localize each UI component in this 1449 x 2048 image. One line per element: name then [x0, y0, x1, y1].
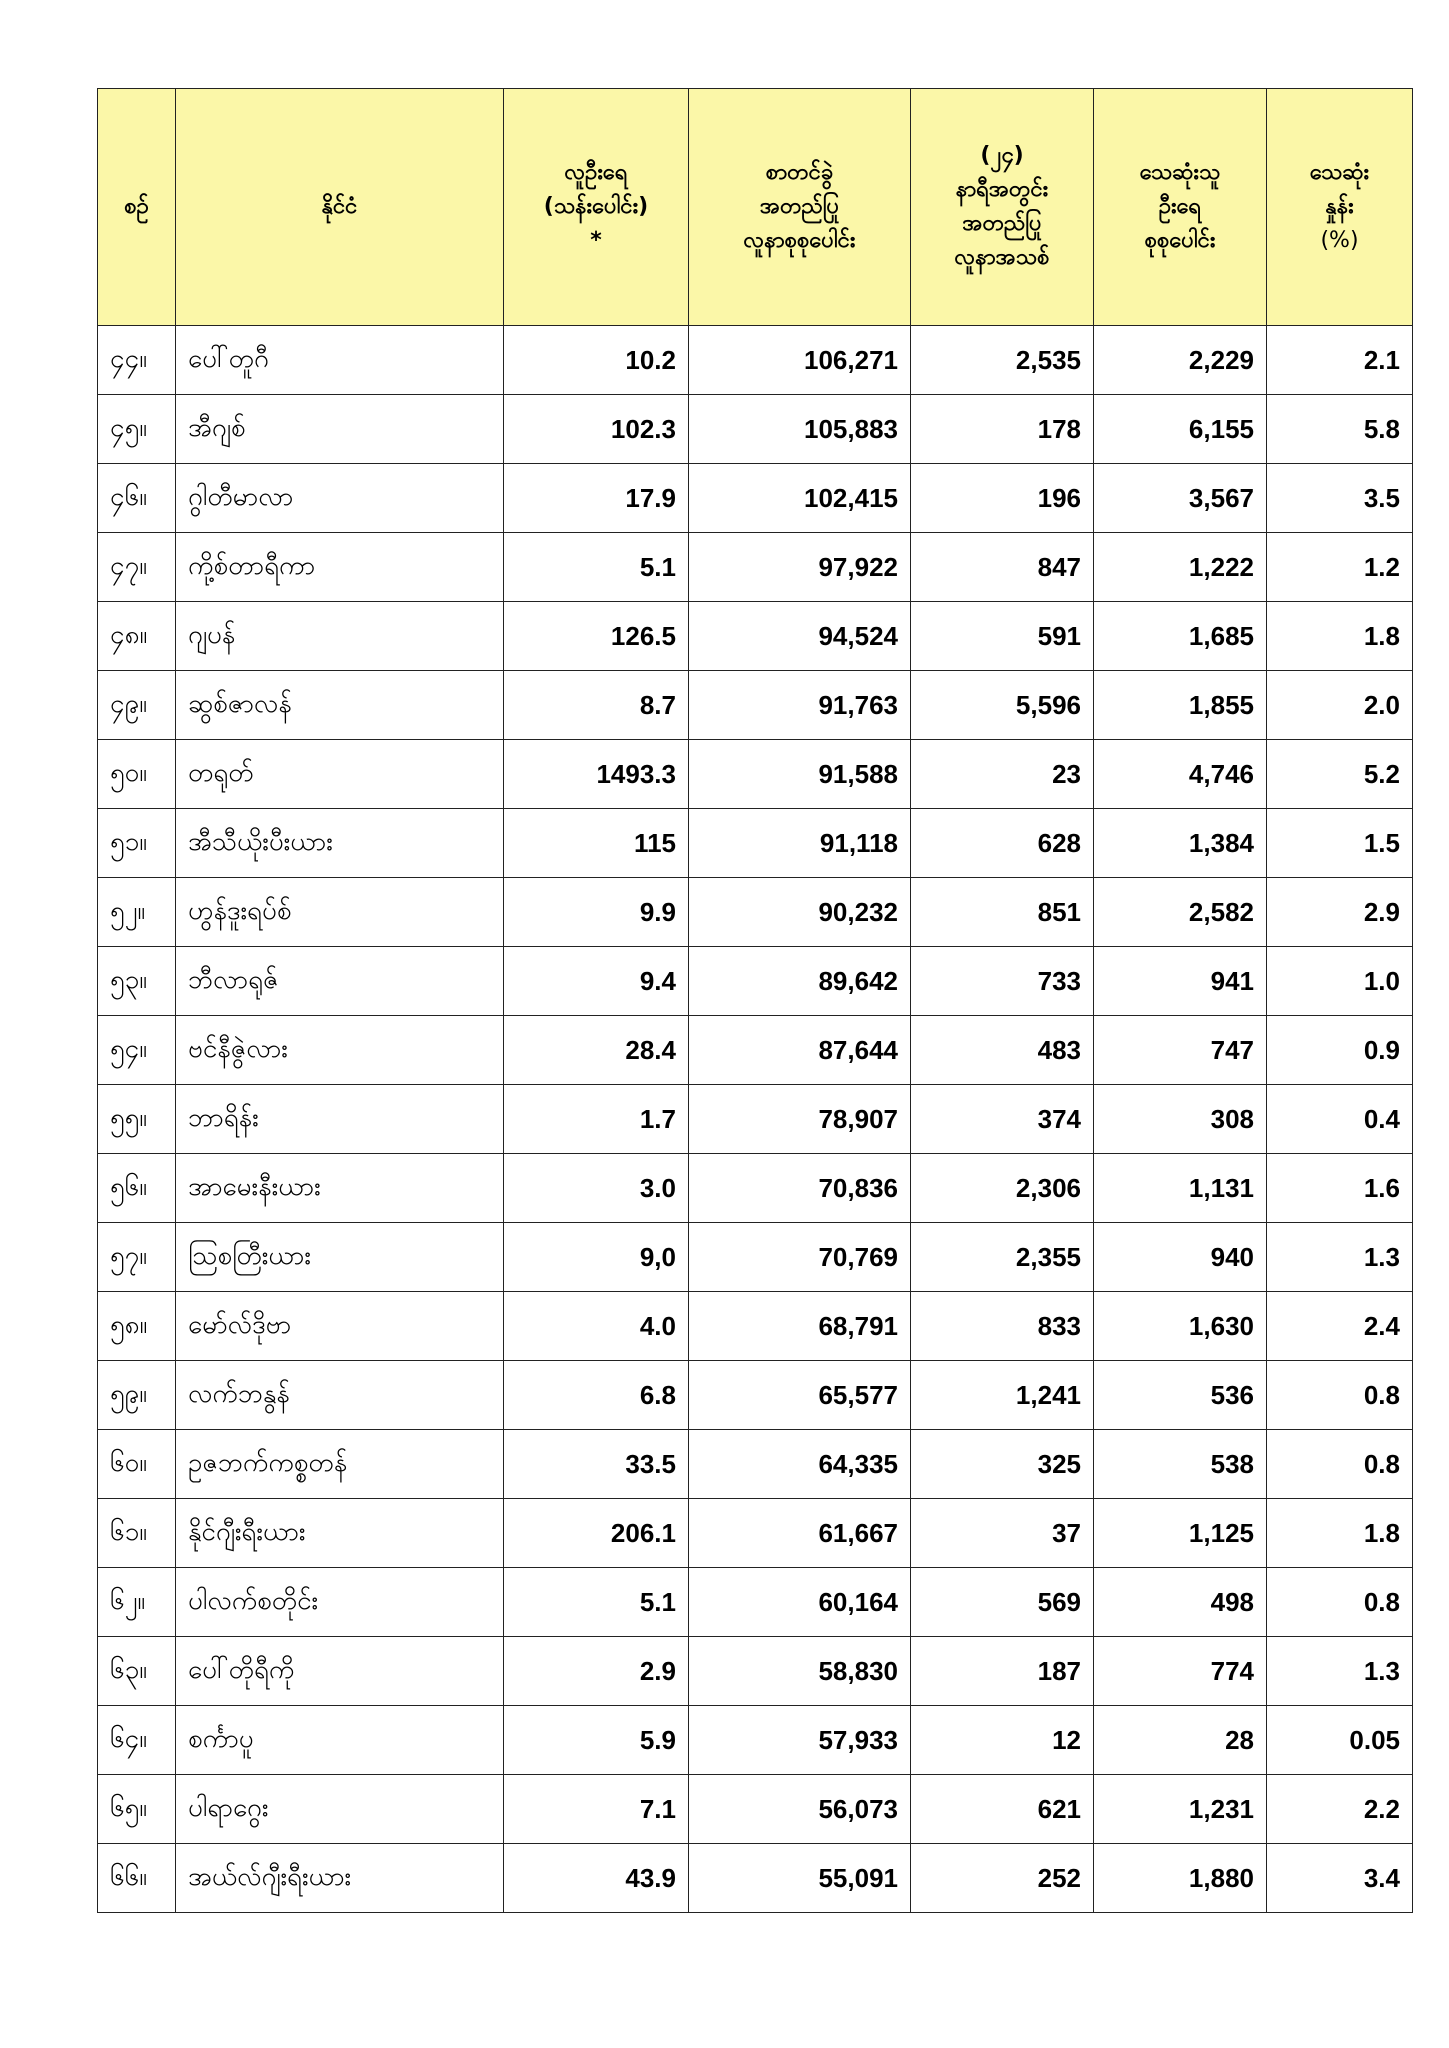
table-header [98, 89, 1413, 326]
total-cases-cell: 87,644 [689, 1016, 911, 1085]
total-deaths-cell: 538 [1094, 1430, 1267, 1499]
header-total-deaths [1094, 89, 1267, 326]
table-row [98, 533, 1413, 602]
row-number: ၆၅။ [98, 1775, 176, 1844]
country-name: ဟွန်ဒူးရပ်စ် [176, 878, 504, 947]
total-cases-cell: 65,577 [689, 1361, 911, 1430]
row-number: ၅၂။ [98, 878, 176, 947]
death-rate-cell: 1.5 [1267, 809, 1413, 878]
population-cell: 102.3 [504, 395, 689, 464]
population-cell: 1.7 [504, 1085, 689, 1154]
population-cell: 206.1 [504, 1499, 689, 1568]
total-cases-cell: 94,524 [689, 602, 911, 671]
header-line: အတည်ပြု [759, 194, 840, 219]
header-total-cases [689, 89, 911, 326]
death-rate-cell: 1.8 [1267, 602, 1413, 671]
header-line: နာရီအတွင်း [955, 177, 1049, 202]
total-cases-cell: 57,933 [689, 1706, 911, 1775]
population-cell: 33.5 [504, 1430, 689, 1499]
table-row [98, 947, 1413, 1016]
header-line: စုစုပေါင်း [1144, 228, 1216, 253]
death-rate-cell: 2.2 [1267, 1775, 1413, 1844]
total-cases-cell: 89,642 [689, 947, 911, 1016]
new-cases-cell: 851 [911, 878, 1094, 947]
table-row [98, 809, 1413, 878]
header-new-cases [911, 89, 1094, 326]
new-cases-cell: 2,535 [911, 326, 1094, 395]
row-number: ၄၇။ [98, 533, 176, 602]
country-name: စင်္ကာပူ [176, 1706, 504, 1775]
row-number: ၆၃။ [98, 1637, 176, 1706]
population-cell: 10.2 [504, 326, 689, 395]
total-deaths-cell: 2,229 [1094, 326, 1267, 395]
row-number: ၆၀။ [98, 1430, 176, 1499]
total-cases-cell: 97,922 [689, 533, 911, 602]
country-name: နိုင်ဂျီးရီးယား [176, 1499, 504, 1568]
death-rate-cell: 1.2 [1267, 533, 1413, 602]
table-row [98, 326, 1413, 395]
population-cell: 8.7 [504, 671, 689, 740]
total-cases-cell: 70,769 [689, 1223, 911, 1292]
table-row [98, 740, 1413, 809]
total-cases-cell: 78,907 [689, 1085, 911, 1154]
country-name: အီသီယိုးပီးယား [176, 809, 504, 878]
header-line: လူနာစုစုပေါင်း [743, 228, 856, 253]
population-cell: 1493.3 [504, 740, 689, 809]
new-cases-cell: 12 [911, 1706, 1094, 1775]
total-deaths-cell: 536 [1094, 1361, 1267, 1430]
population-cell: 3.0 [504, 1154, 689, 1223]
header-line: နှုန်း [1325, 194, 1354, 219]
population-cell: 43.9 [504, 1844, 689, 1913]
row-number: ၄၆။ [98, 464, 176, 533]
row-number: ၅၀။ [98, 740, 176, 809]
country-name: ဂျပန် [176, 602, 504, 671]
table-row [98, 1016, 1413, 1085]
country-name: ဥဇဘက်ကစ္စတန် [176, 1430, 504, 1499]
header-population [504, 89, 689, 326]
new-cases-cell: 2,355 [911, 1223, 1094, 1292]
table-row [98, 1499, 1413, 1568]
header-line: * [590, 228, 602, 253]
total-cases-cell: 64,335 [689, 1430, 911, 1499]
total-deaths-cell: 941 [1094, 947, 1267, 1016]
header-line: (သန်းပေါင်း) [543, 194, 649, 219]
total-cases-cell: 68,791 [689, 1292, 911, 1361]
population-cell: 5.1 [504, 1568, 689, 1637]
table-body [98, 326, 1413, 1913]
population-cell: 5.1 [504, 533, 689, 602]
table-row [98, 1844, 1413, 1913]
covid-statistics-table [97, 88, 1413, 1913]
header-line: စဉ် [124, 194, 149, 219]
total-cases-cell: 60,164 [689, 1568, 911, 1637]
total-deaths-cell: 1,384 [1094, 809, 1267, 878]
country-name: အယ်လ်ဂျီးရီးယား [176, 1844, 504, 1913]
new-cases-cell: 2,306 [911, 1154, 1094, 1223]
total-deaths-cell: 1,880 [1094, 1844, 1267, 1913]
total-cases-cell: 91,763 [689, 671, 911, 740]
population-cell: 4.0 [504, 1292, 689, 1361]
row-number: ၅၃။ [98, 947, 176, 1016]
new-cases-cell: 5,596 [911, 671, 1094, 740]
country-name: မော်လ်ဒိုဗာ [176, 1292, 504, 1361]
population-cell: 126.5 [504, 602, 689, 671]
death-rate-cell: 1.8 [1267, 1499, 1413, 1568]
new-cases-cell: 733 [911, 947, 1094, 1016]
row-number: ၆၄။ [98, 1706, 176, 1775]
table-row [98, 1568, 1413, 1637]
total-deaths-cell: 1,855 [1094, 671, 1267, 740]
total-deaths-cell: 308 [1094, 1085, 1267, 1154]
header-line: (၂၄) [980, 143, 1024, 168]
population-cell: 2.9 [504, 1637, 689, 1706]
new-cases-cell: 196 [911, 464, 1094, 533]
total-deaths-cell: 6,155 [1094, 395, 1267, 464]
table-row [98, 878, 1413, 947]
total-cases-cell: 102,415 [689, 464, 911, 533]
table-row [98, 671, 1413, 740]
total-deaths-cell: 1,222 [1094, 533, 1267, 602]
table-row [98, 1361, 1413, 1430]
country-name: ပါရာဂွေး [176, 1775, 504, 1844]
new-cases-cell: 23 [911, 740, 1094, 809]
total-deaths-cell: 2,582 [1094, 878, 1267, 947]
death-rate-cell: 5.2 [1267, 740, 1413, 809]
header-death-rate [1267, 89, 1413, 326]
country-name: တရုတ် [176, 740, 504, 809]
new-cases-cell: 483 [911, 1016, 1094, 1085]
death-rate-cell: 3.5 [1267, 464, 1413, 533]
country-name: ဘာရိန်း [176, 1085, 504, 1154]
country-name: အာမေးနီးယား [176, 1154, 504, 1223]
total-cases-cell: 91,588 [689, 740, 911, 809]
header-no [98, 89, 176, 326]
row-number: ၅၇။ [98, 1223, 176, 1292]
row-number: ၅၁။ [98, 809, 176, 878]
total-cases-cell: 90,232 [689, 878, 911, 947]
country-name: လက်ဘနွန် [176, 1361, 504, 1430]
header-line: လူနာအသစ် [954, 245, 1050, 270]
new-cases-cell: 847 [911, 533, 1094, 602]
country-name: ပေါ်တိုရီကို [176, 1637, 504, 1706]
total-deaths-cell: 4,746 [1094, 740, 1267, 809]
header-line: ဦးရေ [1158, 194, 1202, 219]
row-number: ၄၉။ [98, 671, 176, 740]
new-cases-cell: 569 [911, 1568, 1094, 1637]
population-cell: 5.9 [504, 1706, 689, 1775]
population-cell: 7.1 [504, 1775, 689, 1844]
header-line: စာတင်ခွဲ [765, 160, 834, 185]
total-deaths-cell: 1,231 [1094, 1775, 1267, 1844]
table-row [98, 1292, 1413, 1361]
row-number: ၅၆။ [98, 1154, 176, 1223]
new-cases-cell: 374 [911, 1085, 1094, 1154]
total-deaths-cell: 1,630 [1094, 1292, 1267, 1361]
death-rate-cell: 2.4 [1267, 1292, 1413, 1361]
death-rate-cell: 5.8 [1267, 395, 1413, 464]
row-number: ၆၁။ [98, 1499, 176, 1568]
total-deaths-cell: 940 [1094, 1223, 1267, 1292]
table-row [98, 1706, 1413, 1775]
header-row [98, 89, 1413, 326]
death-rate-cell: 2.9 [1267, 878, 1413, 947]
death-rate-cell: 1.0 [1267, 947, 1413, 1016]
death-rate-cell: 3.4 [1267, 1844, 1413, 1913]
table-row [98, 1085, 1413, 1154]
total-cases-cell: 61,667 [689, 1499, 911, 1568]
country-name: သြစတြီးယား [176, 1223, 504, 1292]
country-name: အီဂျစ် [176, 395, 504, 464]
header-line: နိုင်ငံ [321, 194, 358, 219]
death-rate-cell: 0.8 [1267, 1361, 1413, 1430]
table-row [98, 395, 1413, 464]
table-row [98, 1775, 1413, 1844]
population-cell: 9.9 [504, 878, 689, 947]
table-row [98, 1223, 1413, 1292]
row-number: ၄၄။ [98, 326, 176, 395]
header-line: သေဆုံးသူ [1139, 160, 1221, 185]
row-number: ၆၂။ [98, 1568, 176, 1637]
death-rate-cell: 0.4 [1267, 1085, 1413, 1154]
total-cases-cell: 55,091 [689, 1844, 911, 1913]
total-cases-cell: 70,836 [689, 1154, 911, 1223]
table-row [98, 464, 1413, 533]
death-rate-cell: 1.3 [1267, 1223, 1413, 1292]
new-cases-cell: 1,241 [911, 1361, 1094, 1430]
new-cases-cell: 591 [911, 602, 1094, 671]
new-cases-cell: 178 [911, 395, 1094, 464]
death-rate-cell: 0.8 [1267, 1430, 1413, 1499]
header-line: သေဆုံး [1309, 160, 1370, 185]
table-row [98, 1154, 1413, 1223]
death-rate-cell: 2.0 [1267, 671, 1413, 740]
new-cases-cell: 833 [911, 1292, 1094, 1361]
new-cases-cell: 252 [911, 1844, 1094, 1913]
total-deaths-cell: 747 [1094, 1016, 1267, 1085]
country-name: ပေါ်တူဂီ [176, 326, 504, 395]
population-cell: 9,0 [504, 1223, 689, 1292]
death-rate-cell: 0.8 [1267, 1568, 1413, 1637]
total-deaths-cell: 774 [1094, 1637, 1267, 1706]
population-cell: 9.4 [504, 947, 689, 1016]
population-cell: 115 [504, 809, 689, 878]
row-number: ၅၈။ [98, 1292, 176, 1361]
header-line: (%) [1320, 228, 1359, 253]
row-number: ၄၅။ [98, 395, 176, 464]
row-number: ၆၆။ [98, 1844, 176, 1913]
population-cell: 17.9 [504, 464, 689, 533]
country-name: ဘီလာရုဇ် [176, 947, 504, 1016]
country-name: ကို့စ်တာရီကာ [176, 533, 504, 602]
row-number: ၅၄။ [98, 1016, 176, 1085]
death-rate-cell: 1.3 [1267, 1637, 1413, 1706]
total-cases-cell: 106,271 [689, 326, 911, 395]
total-cases-cell: 105,883 [689, 395, 911, 464]
new-cases-cell: 37 [911, 1499, 1094, 1568]
new-cases-cell: 621 [911, 1775, 1094, 1844]
population-cell: 6.8 [504, 1361, 689, 1430]
death-rate-cell: 0.9 [1267, 1016, 1413, 1085]
total-cases-cell: 56,073 [689, 1775, 911, 1844]
death-rate-cell: 0.05 [1267, 1706, 1413, 1775]
country-name: ဗင်နီဇွဲလား [176, 1016, 504, 1085]
header-line: လူဦးရေ [564, 160, 628, 185]
population-cell: 28.4 [504, 1016, 689, 1085]
total-cases-cell: 91,118 [689, 809, 911, 878]
header-line: အတည်ပြု [962, 211, 1042, 236]
new-cases-cell: 325 [911, 1430, 1094, 1499]
total-cases-cell: 58,830 [689, 1637, 911, 1706]
total-deaths-cell: 28 [1094, 1706, 1267, 1775]
total-deaths-cell: 498 [1094, 1568, 1267, 1637]
total-deaths-cell: 3,567 [1094, 464, 1267, 533]
total-deaths-cell: 1,131 [1094, 1154, 1267, 1223]
header-country [176, 89, 504, 326]
table-row [98, 602, 1413, 671]
country-name: ဂွါတီမာလာ [176, 464, 504, 533]
new-cases-cell: 187 [911, 1637, 1094, 1706]
country-name: ပါလက်စတိုင်း [176, 1568, 504, 1637]
total-deaths-cell: 1,125 [1094, 1499, 1267, 1568]
death-rate-cell: 1.6 [1267, 1154, 1413, 1223]
row-number: ၅၉။ [98, 1361, 176, 1430]
death-rate-cell: 2.1 [1267, 326, 1413, 395]
new-cases-cell: 628 [911, 809, 1094, 878]
table-row [98, 1430, 1413, 1499]
row-number: ၄၈။ [98, 602, 176, 671]
table-row [98, 1637, 1413, 1706]
country-name: ဆွစ်ဇာလန် [176, 671, 504, 740]
total-deaths-cell: 1,685 [1094, 602, 1267, 671]
row-number: ၅၅။ [98, 1085, 176, 1154]
